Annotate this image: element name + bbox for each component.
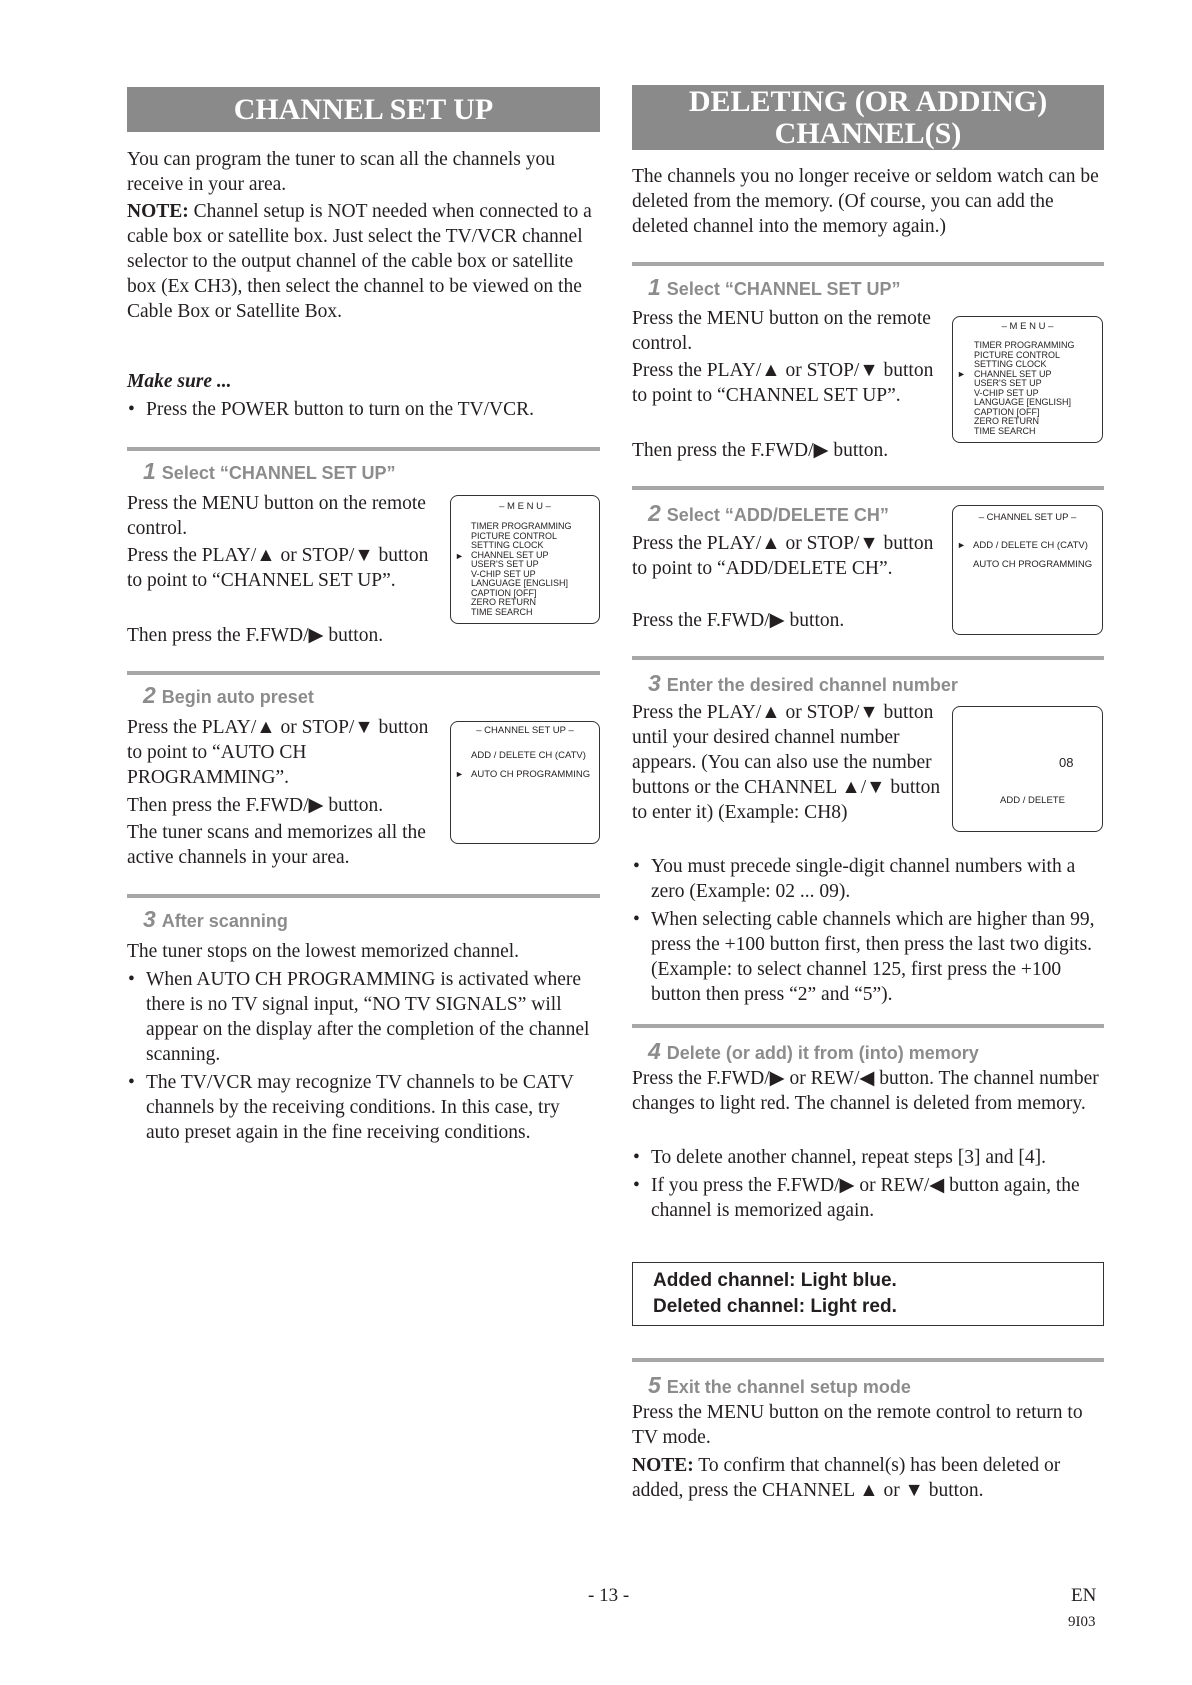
step-text: Press the F.FWD/▶ or REW/◀ button. The channel number changes to light red. The channel is deleted from memory. — [632, 1068, 1099, 1114]
step-heading: 2 Begin auto preset — [143, 682, 314, 708]
added-channel-legend: Added channel: Light blue. — [653, 1270, 897, 1291]
list-item: • Press the POWER button to turn on the TV/VCR. — [128, 399, 535, 420]
menu-item: CHANNEL SET UP — [974, 368, 1052, 379]
menu-item: ADD / DELETE CH (CATV) — [471, 750, 586, 761]
channel-setup-title: – CHANNEL SET UP – — [476, 725, 574, 736]
intro-paragraph: You can program the tuner to scan all the channels you receive in your area. — [127, 149, 555, 195]
menu-item: CAPTION [OFF] — [974, 406, 1040, 417]
divider — [632, 1024, 1104, 1028]
menu-item: ZERO RETURN — [471, 597, 536, 607]
menu-item: CAPTION [OFF] — [471, 587, 537, 598]
menu-item: V-CHIP SET UP — [471, 568, 536, 579]
section-title-channel-set-up: CHANNEL SET UP — [127, 87, 600, 132]
divider — [632, 486, 1104, 490]
deleted-channel-legend: Deleted channel: Light red. — [653, 1296, 897, 1317]
menu-item: LANGUAGE [ENGLISH] — [974, 397, 1072, 407]
menu-screen — [450, 495, 600, 624]
divider — [127, 894, 600, 898]
step-text: Then press the F.FWD/▶ button. — [632, 440, 889, 461]
step-text: Press the F.FWD/▶ button. — [632, 610, 845, 631]
list-item: • You must precede single-digit channel numbers with a zero (Example: 02 ... 09). — [633, 856, 1076, 902]
menu-item: TIME SEARCH — [471, 606, 533, 617]
note-label: NOTE: — [127, 201, 189, 222]
menu-item: SETTING CLOCK — [974, 359, 1047, 369]
language-code: EN — [1071, 1585, 1097, 1606]
pointer-icon: ► — [455, 769, 464, 779]
section-title-deleting-channels: DELETING (OR ADDING) CHANNEL(S) — [632, 85, 1104, 150]
step-heading: 3 After scanning — [143, 906, 288, 932]
step-text: Press the PLAY/▲ or STOP/▼ button to point to “CHANNEL SET UP”. — [127, 545, 429, 591]
menu-item: PICTURE CONTROL — [974, 349, 1061, 360]
step-text: Then press the F.FWD/▶ button. — [127, 625, 384, 646]
note-paragraph — [632, 1453, 1104, 1503]
step-text: Press the MENU button on the remote control. — [127, 493, 426, 539]
bullet-list — [127, 967, 592, 1148]
pointer-icon: ► — [957, 540, 966, 550]
menu-item: V-CHIP SET UP — [974, 387, 1039, 398]
menu-list — [471, 522, 572, 617]
menu-item: ZERO RETURN — [974, 416, 1039, 426]
divider — [127, 671, 600, 675]
menu-item: PICTURE CONTROL — [471, 530, 558, 541]
menu-screen — [952, 316, 1103, 443]
color-legend-box — [632, 1262, 1104, 1326]
intro-paragraph: The channels you no longer receive or seldom watch can be deleted from the memory. (Of course, you can add the deleted channel into the memory again.) — [632, 166, 1099, 237]
step-heading: 4 Delete (or add) it from (into) memory — [648, 1038, 979, 1064]
note-text: To confirm that channel(s) has been deleted or added, press the CHANNEL ▲ or ▼ button. — [632, 1455, 1061, 1501]
bullet-list — [632, 854, 1104, 1010]
step-text: The tuner scans and memorizes all the active channels in your area. — [127, 822, 426, 868]
menu-screen-title: – M E N U – — [1001, 321, 1054, 332]
document-code: 9I03 — [1068, 1614, 1096, 1630]
list-item: • If you press the F.FWD/▶ or REW/◀ button again, the channel is memorized again. — [633, 1175, 1080, 1221]
step-text: Press the PLAY/▲ or STOP/▼ button to point to “AUTO CH PROGRAMMING”. — [127, 717, 429, 788]
channel-setup-screen — [450, 721, 600, 844]
channel-setup-screen — [952, 505, 1103, 635]
step-heading: 5 Exit the channel setup mode — [648, 1372, 911, 1398]
pointer-icon: ► — [455, 551, 464, 561]
note-label: NOTE: — [632, 1455, 694, 1476]
menu-item: LANGUAGE [ENGLISH] — [471, 578, 569, 588]
menu-item: ADD / DELETE CH (CATV) — [973, 540, 1088, 551]
channel-number-screen — [952, 706, 1103, 832]
menu-item: USER'S SET UP — [974, 378, 1042, 388]
list-item: • When AUTO CH PROGRAMMING is activated where there is no TV signal input, “NO TV SIGNALS” will appear on the display after the completion of the channel scanning. — [128, 969, 590, 1065]
page-number: - 13 - — [588, 1585, 630, 1606]
step-text: Press the PLAY/▲ or STOP/▼ button until your desired channel number appears. (You can also use the number buttons or the CHANNEL ▲/▼ button to enter it) (Example: CH8) — [632, 702, 941, 823]
step-text: Then press the F.FWD/▶ button. — [127, 795, 384, 816]
step-text: Press the MENU button on the remote control to return to TV mode. — [632, 1402, 1083, 1448]
step-heading: 1 Select “CHANNEL SET UP” — [648, 274, 901, 300]
channel-setup-title: – CHANNEL SET UP – — [978, 512, 1077, 523]
menu-item: USER'S SET UP — [471, 559, 539, 569]
note-text: Channel setup is NOT needed when connected to a cable box or satellite box. Just select the TV/VCR channel selector to the output channel of the cable box or satellite box (Ex CH3), then select the channel to be viewed on the Cable Box or Satellite Box. — [127, 201, 592, 322]
step-text: Press the MENU button on the remote control. — [632, 308, 931, 354]
make-sure-list — [127, 397, 602, 425]
list-item: • To delete another channel, repeat steps [3] and [4]. — [633, 1147, 1046, 1168]
menu-item: TIME SEARCH — [974, 425, 1036, 436]
add-delete-label: ADD / DELETE — [1000, 795, 1065, 806]
step-heading: 2 Select “ADD/DELETE CH” — [648, 500, 889, 526]
menu-item: SETTING CLOCK — [471, 540, 544, 550]
step-heading: 3 Enter the desired channel number — [648, 670, 958, 696]
step-text: Press the PLAY/▲ or STOP/▼ button to point to “CHANNEL SET UP”. — [632, 360, 934, 406]
step-heading: 1 Select “CHANNEL SET UP” — [143, 458, 396, 484]
pointer-icon: ► — [957, 369, 966, 379]
menu-item: TIMER PROGRAMMING — [974, 340, 1075, 350]
divider — [632, 1358, 1104, 1362]
menu-item: CHANNEL SET UP — [471, 549, 549, 560]
menu-list — [974, 341, 1075, 436]
channel-number-display: 08 — [1059, 755, 1074, 770]
note-paragraph — [127, 199, 602, 324]
menu-screen-title: – M E N U – — [499, 501, 551, 512]
list-item: • The TV/VCR may recognize TV channels to be CATV channels by the receiving conditions. In this case, try auto preset again in the fine receiving conditions. — [128, 1072, 574, 1143]
step-text: Press the PLAY/▲ or STOP/▼ button to point to “ADD/DELETE CH”. — [632, 533, 934, 579]
bullet-list — [632, 1145, 1104, 1226]
divider — [127, 447, 600, 451]
divider — [632, 656, 1104, 660]
list-item: • When selecting cable channels which are higher than 99, press the +100 button first, then press the last two digits. (Example: to select channel 125, first press the +100 button then press “2” and “5”). — [633, 909, 1095, 1005]
step-text: The tuner stops on the lowest memorized channel. — [127, 941, 520, 962]
make-sure-heading: Make sure ... — [127, 371, 232, 392]
menu-item: AUTO CH PROGRAMMING — [471, 769, 591, 780]
divider — [632, 262, 1104, 266]
menu-item: TIMER PROGRAMMING — [471, 521, 572, 531]
menu-item: AUTO CH PROGRAMMING — [973, 559, 1093, 570]
